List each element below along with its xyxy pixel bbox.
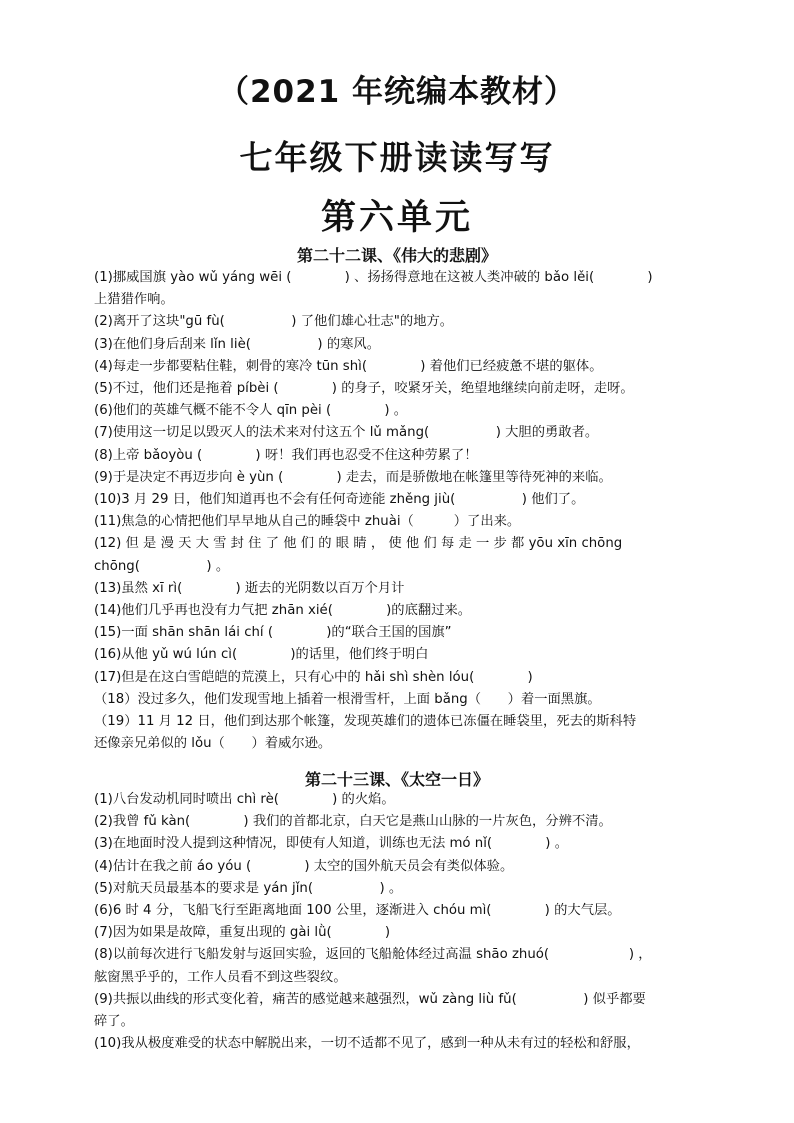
exercise-line: (8)上帝 bǎoyòu ( ) 呀！我们再也忍受不住这种劳累了！ bbox=[94, 447, 478, 463]
unit-title: 第六单元 bbox=[320, 197, 473, 238]
exercise-line: (6)他们的英雄气概不能不令人 qīn pèi ( ) 。 bbox=[94, 403, 408, 419]
exercise-line: 上猎猎作响。 bbox=[94, 292, 174, 308]
exercise-line: (10)3 月 29 日，他们知道再也不会有任何奇迹能 zhěng jiù( ) 他们了。 bbox=[94, 492, 585, 508]
lesson-23-heading: 第二十三课、《太空一日》 bbox=[304, 770, 489, 789]
exercise-line: (1)挪威国旗 yào wǔ yáng wēi ( ) 、扬扬得意地在这被人类冲破的 bǎo lěi( ) bbox=[94, 270, 653, 285]
exercise-line: (8)以前每次进行飞船发射与返回实验，返回的飞船舱体经过高温 shāo zhuó( ) ， bbox=[94, 947, 652, 963]
exercise-line: (13)虽然 xī rì( ) 逝去的光阴数以百万个月计 bbox=[94, 580, 405, 596]
exercise-line: (5)不过，他们还是拖着 píbèi ( ) 的身子，咬紧牙关，绝望地继续向前走呀，走呀。 bbox=[94, 381, 634, 397]
exercise-line: (3)在他们身后刮来 lǐn liè( ) 的寒风。 bbox=[94, 336, 381, 352]
lesson-22-exercises bbox=[94, 267, 736, 755]
exercise-line: (17)但是在这白雪皑皑的荒漠上，只有心中的 hǎi shì shèn lóu( ) bbox=[94, 669, 533, 685]
exercise-line: (3)在地面时没人提到这种情况，即使有人知道，训练也无法 mó nǐ( ) 。 bbox=[94, 836, 569, 852]
exercise-line: (4)每走一步都要粘住鞋，刺骨的寒冷 tūn shì( ) 着他们已经疲惫不堪的躯体。 bbox=[94, 358, 603, 374]
exercise-line: (7)使用这一切足以毁灭人的法术来对付这五个 lǔ mǎng( ) 大胆的勇敢者。 bbox=[94, 425, 599, 441]
exercise-line: (10)我从极度难受的状态中解脱出来，一切不适都不见了，感到一种从未有过的轻松和舒服， bbox=[94, 1036, 640, 1052]
exercise-line: (5)对航天员最基本的要求是 yán jǐn( ) 。 bbox=[94, 880, 403, 896]
exercise-line: 舷窗黑乎乎的，工作人员看不到这些裂纹。 bbox=[94, 969, 347, 985]
exercise-line: （18）没过多久，他们发现雪地上插着一根滑雪杆，上面 bǎng（ ）着一面黑旗。 bbox=[94, 691, 601, 707]
exercise-line: (4)估计在我之前 áo yóu ( ) 太空的国外航天员会有类似体验。 bbox=[94, 858, 514, 874]
lesson-23-exercises bbox=[94, 789, 736, 1055]
exercise-line: (1)八台发动机同时喷出 chì rè( ) 的火焰。 bbox=[94, 792, 395, 807]
lesson-22-heading: 第二十二课、《伟大的悲剧》 bbox=[296, 246, 497, 265]
worksheet-title: 七年级下册读读写写 bbox=[239, 138, 555, 177]
exercise-line: (11)焦急的心情把他们早早地从自己的睡袋中 zhuài（ ）了出来。 bbox=[94, 514, 521, 530]
exercise-line: (2)离开了这块"gū fù( ) 了他们雄心壮志"的地方。 bbox=[94, 314, 454, 330]
exercise-line: (9)共振以曲线的形式变化着，痛苦的感觉越来越强烈，wǔ zàng liù fǔ( ) 似乎都要 bbox=[94, 991, 646, 1007]
exercise-line: (16)从他 yǔ wú lún cì( )的话里，他们终于明白 bbox=[94, 647, 429, 663]
exercise-line: (9)于是决定不再迈步向 è yùn ( ) 走去，而是骄傲地在帐篷里等待死神的来临。 bbox=[94, 469, 612, 485]
exercise-line: 还像亲兄弟似的 lǒu（ ）着威尔逊。 bbox=[94, 736, 332, 752]
textbook-edition-title: （2021 年统编本教材） bbox=[217, 74, 577, 110]
exercise-line: (14)他们几乎再也没有力气把 zhān xié( )的底翻过来。 bbox=[94, 603, 472, 619]
exercise-line: 碎了。 bbox=[94, 1014, 134, 1030]
exercise-line: (7)因为如果是故障，重复出现的 gài lǜ( ) bbox=[94, 925, 391, 941]
exercise-line: (15)一面 shān shān lái chí ( )的“联合王国的国旗” bbox=[94, 625, 452, 641]
exercise-line: (6)6 时 4 分，飞船飞行至距离地面 100 公里，逐渐进入 chóu mì( ) 的大气层。 bbox=[94, 903, 621, 919]
exercise-line: (12) 但 是 漫 天 大 雪 封 住 了 他 们 的 眼 睛 ， 使 他 们 每 走 一 步 都 yōu xīn chōng bbox=[94, 536, 623, 552]
exercise-line: （19）11 月 12 日，他们到达那个帐篷，发现英雄们的遗体已冻僵在睡袋里，死去的斯科特 bbox=[94, 714, 637, 730]
exercise-line: chōng( ) 。 bbox=[94, 558, 230, 574]
exercise-line: (2)我曾 fǔ kàn( ) 我们的首都北京，白天它是燕山山脉的一片灰色，分辨不清。 bbox=[94, 814, 612, 830]
